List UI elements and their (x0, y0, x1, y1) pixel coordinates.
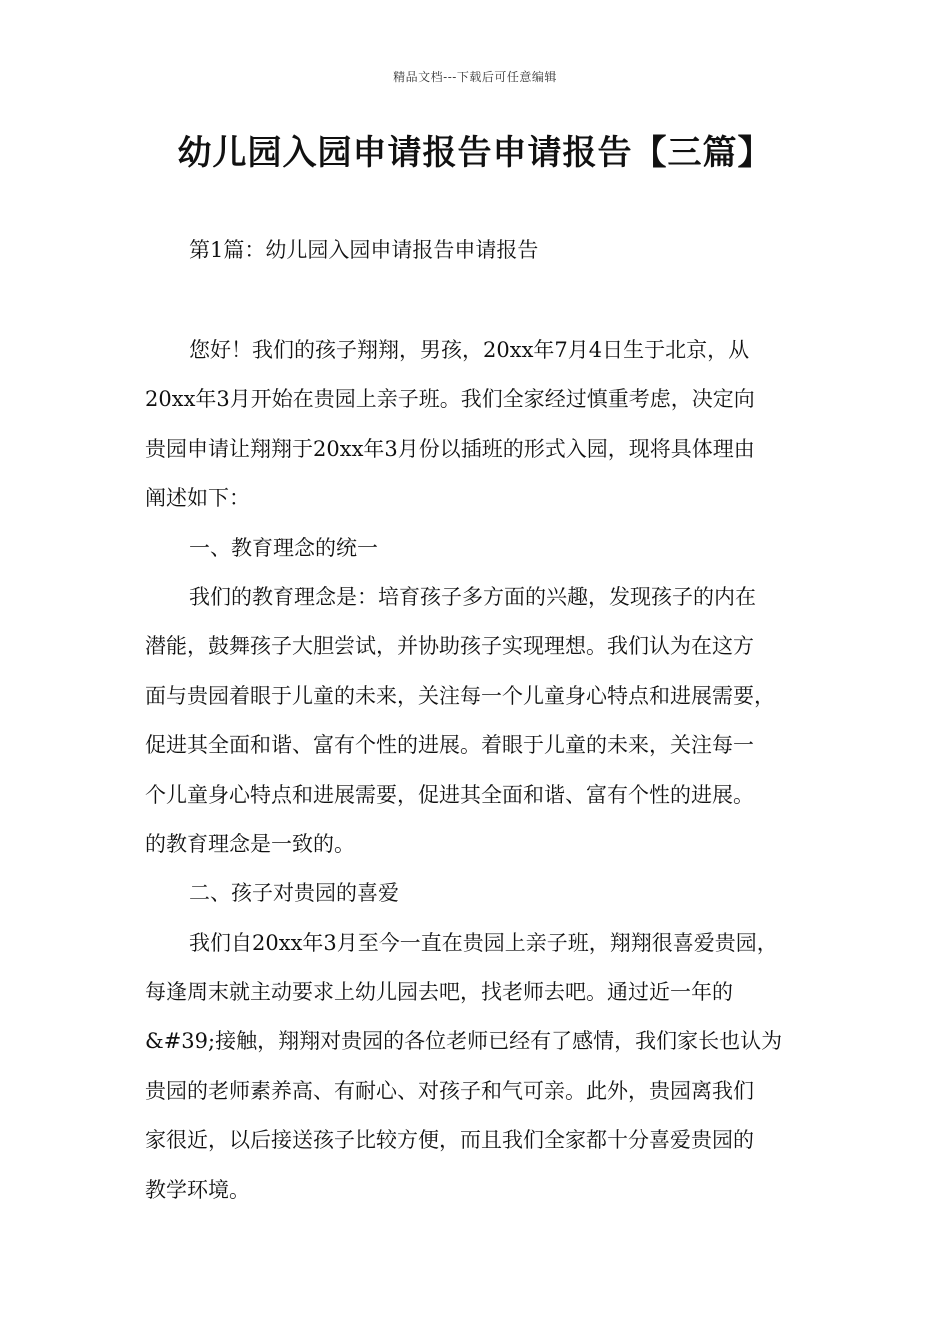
text-line: 阐述如下： (145, 486, 250, 511)
text-line: 教学环境。 (145, 1177, 250, 1202)
text-line: 您好！我们的孩子翔翔，男孩，20xx年7月4日生于北京，从 (189, 338, 750, 362)
header-note: 精品文档---下载后可任意编辑 (393, 70, 557, 84)
text-line: 我们的教育理念是：培育孩子多方面的兴趣，发现孩子的内在 (189, 584, 756, 609)
text-line: 20xx年3月开始在贵园上亲子班。我们全家经过慎重考虑，决定向 (145, 387, 755, 412)
text-line: 促进其全面和谐、富有个性的进展。着眼于儿童的未来，关注每一 (145, 733, 754, 758)
section-heading: 一、教育理念的统一 (189, 535, 378, 560)
text-line: 潜能，鼓舞孩子大胆尝试，并协助孩子实现理想。我们认为在这方 (145, 634, 754, 659)
text-line: &#39;接触，翔翔对贵园的各位老师已经有了感情，我们家长也认为 (145, 1029, 783, 1054)
text-line: 贵园申请让翔翔于20xx年3月份以插班的形式入园，现将具体理由 (145, 436, 755, 461)
body-text (145, 326, 825, 1215)
section-heading: 二、孩子对贵园的喜爱 (189, 881, 399, 906)
text-line: 我们自20xx年3月至今一直在贵园上亲子班，翔翔很喜爱贵园， (189, 930, 778, 955)
part-heading (145, 226, 825, 275)
text-line: 个儿童身心特点和进展需要，促进其全面和谐、富有个性的进展。 (145, 782, 754, 807)
text-line: 每逢周末就主动要求上幼儿园去吧，找老师去吧。通过近一年的 (145, 980, 733, 1005)
text-line: 家很近，以后接送孩子比较方便，而且我们全家都十分喜爱贵园的 (145, 1128, 754, 1153)
text-line: 贵园的老师素养高、有耐心、对孩子和气可亲。此外，贵园离我们 (145, 1078, 754, 1103)
part-heading-text: 第1篇：幼儿园入园申请报告申请报告 (189, 238, 539, 262)
text-line: 面与贵园着眼于儿童的未来，关注每一个儿童身心特点和进展需要， (145, 683, 775, 708)
document-title: 幼儿园入园申请报告申请报告【三篇】 (177, 133, 773, 173)
text-line: 的教育理念是一致的。 (145, 831, 355, 856)
